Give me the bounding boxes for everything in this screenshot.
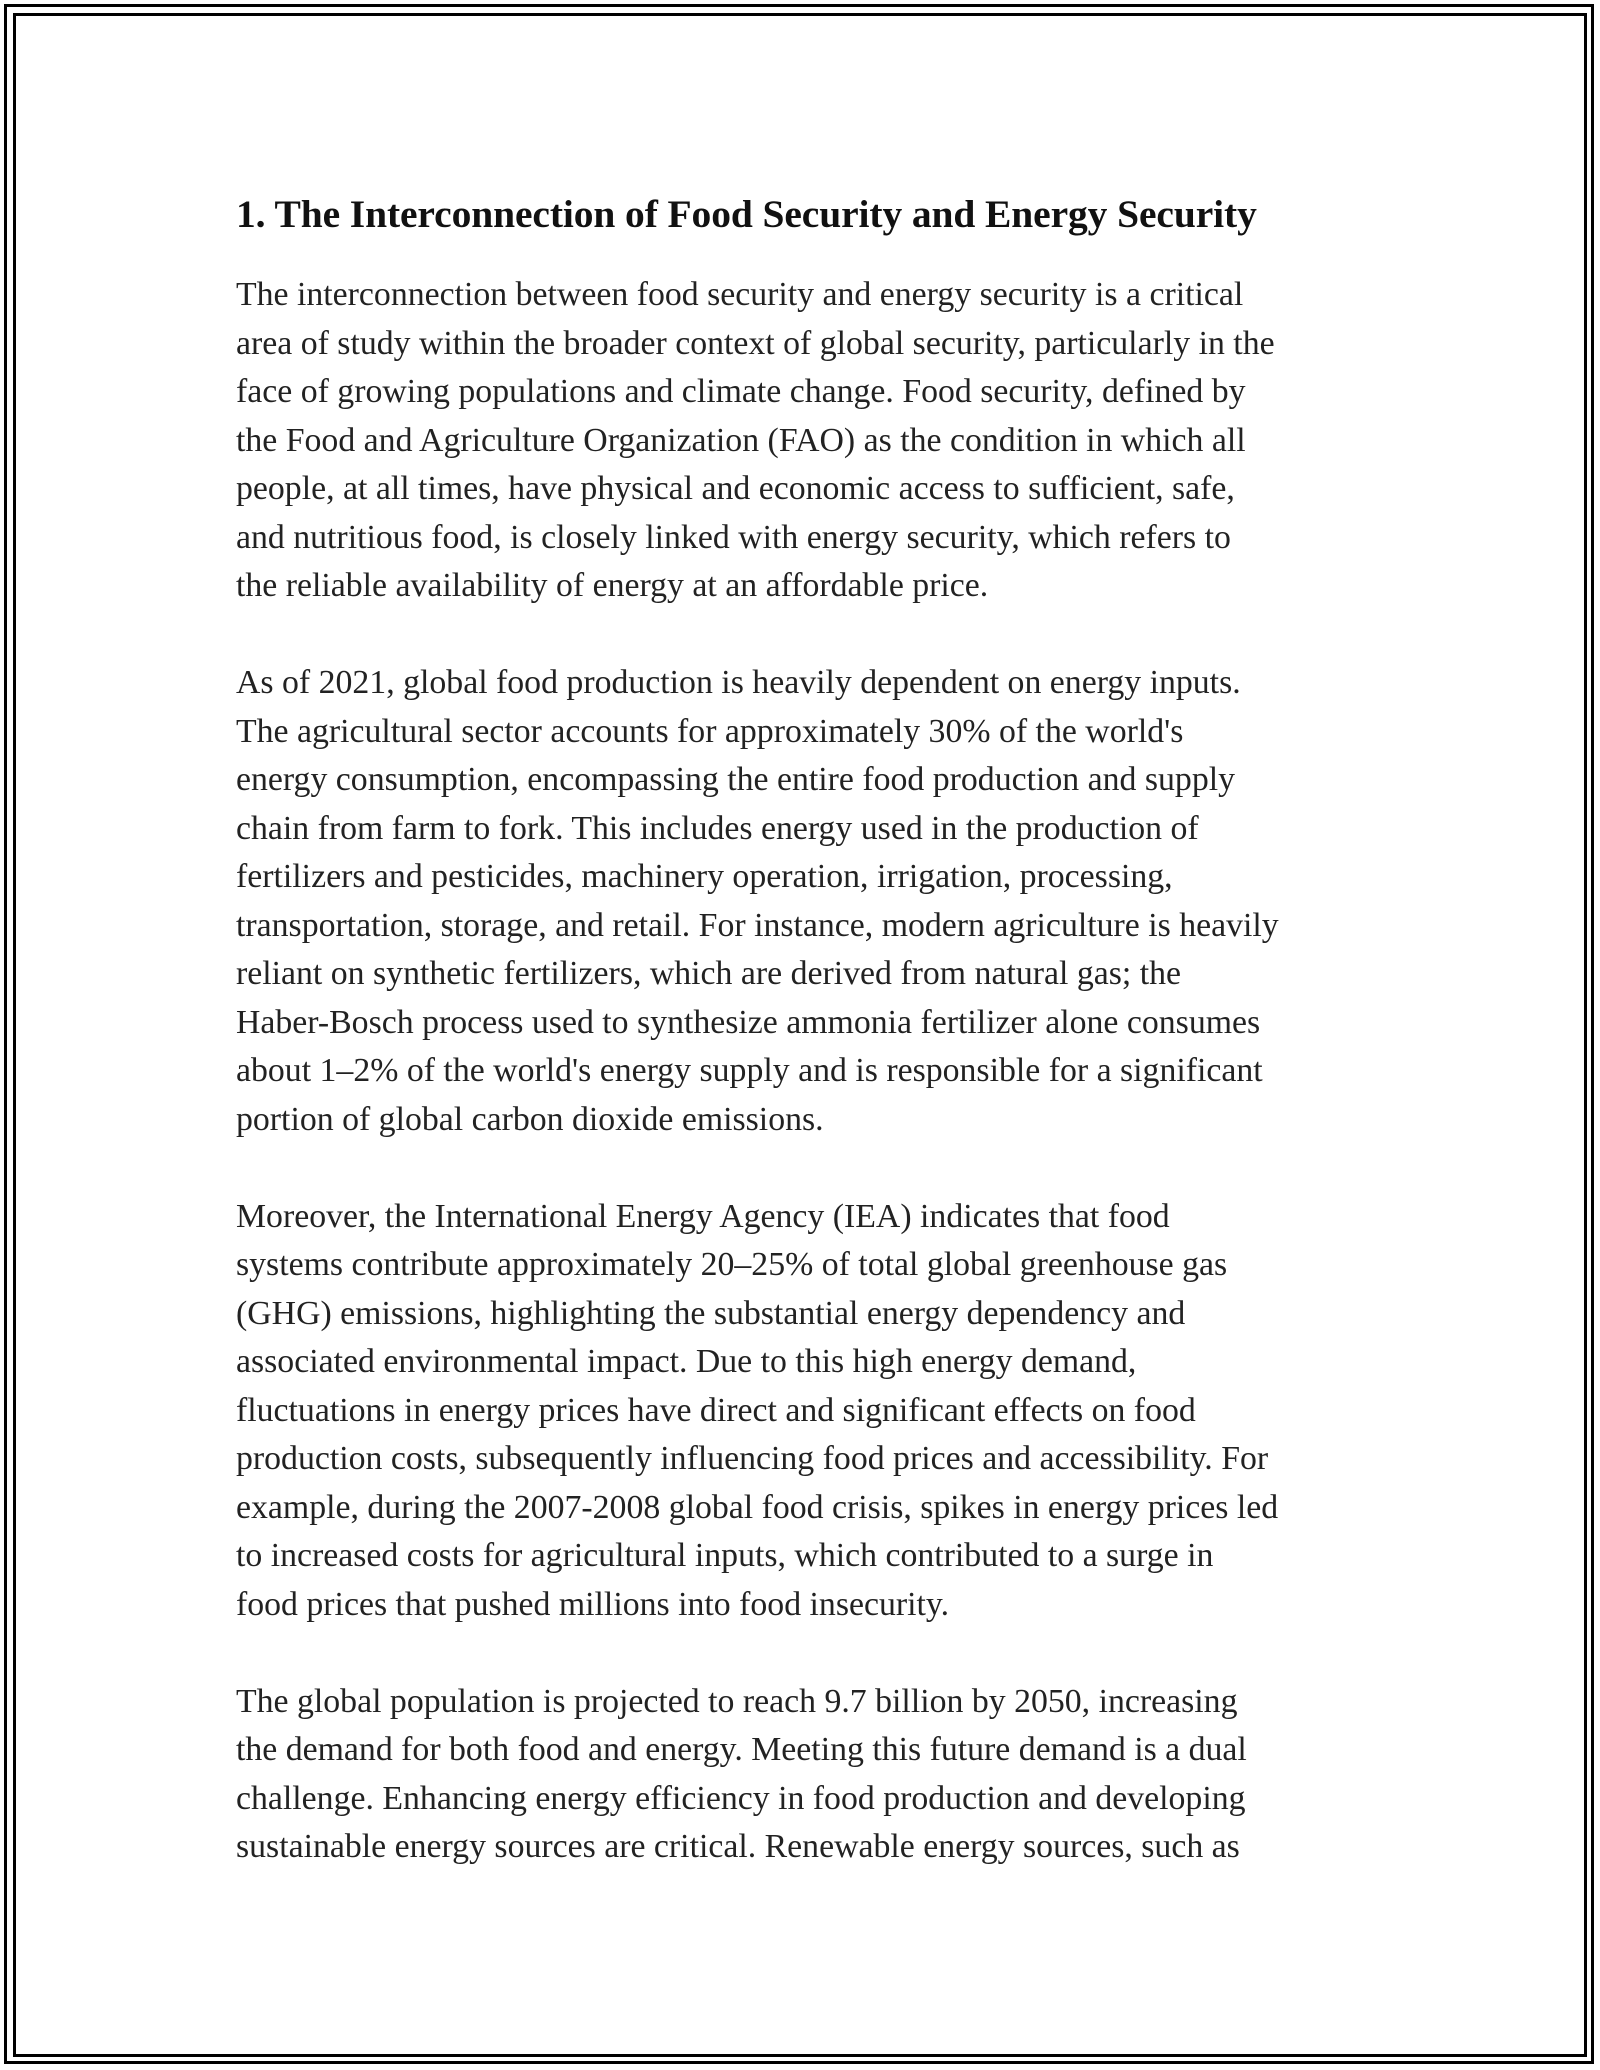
section-heading: 1. The Interconnection of Food Security and Energy Security [236, 192, 1257, 236]
paragraph-emissions-prices: Moreover, the International Energy Agency (IEA) indicates that food systems contribute approximately 20–25% of total global greenhouse gas (GHG) emissions, highlighting the substantial energy dependency and associated environmental impact. Due to this high energy demand, fluctuations in energy prices have direct and significant effects on food production costs, subsequently influencing food prices and accessibility. For example, during the 2007-2008 global food crisis, spikes in energy prices led to increased costs for agricultural inputs, which contributed to a surge in food prices that pushed millions into food insecurity. [236, 1197, 1279, 1623]
document-body [236, 185, 1376, 1920]
paragraph-energy-inputs: As of 2021, global food production is heavily dependent on energy inputs. The agricultural sector accounts for approximately 30% of the world's energy consumption, encompassing the entire food production and supply chain from farm to fork. This includes energy used in the production of fertilizers and pesticides, machinery operation, irrigation, processing, transportation, storage, and retail. For instance, modern agriculture is heavily reliant on synthetic fertilizers, which are derived from natural gas; the Haber-Bosch process used to synthesize ammonia fertilizer alone consumes about 1–2% of the world's energy supply and is responsible for a significant portion of global carbon dioxide emissions. [236, 664, 1279, 1138]
paragraph-definitions: The interconnection between food security and energy security is a critical area of study within the broader context of global security, particularly in the face of growing populations and climate change. Food security, defined by the Food and Agriculture Organization (FAO) as the condition in which all people, at all times, have physical and economic access to sufficient, safe, and nutritious food, is closely linked with energy security, which refers to the reliable availability of energy at an affordable price. [236, 276, 1275, 604]
paragraph-population-demand: The global population is projected to reach 9.7 billion by 2050, increasing the demand for both food and energy. Meeting this future demand is a dual challenge. Enhancing energy efficiency in food production and developing sustainable energy sources are critical. Renewable energy sources, such as [236, 1682, 1247, 1865]
